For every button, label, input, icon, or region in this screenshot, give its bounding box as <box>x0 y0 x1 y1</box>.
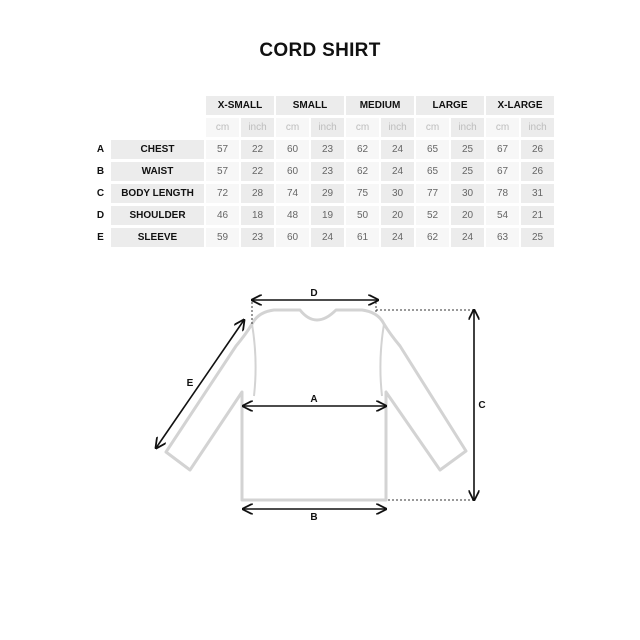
value-inch: 25 <box>451 162 484 181</box>
value-cm: 75 <box>346 184 379 203</box>
unit-inch: inch <box>311 118 344 137</box>
unit-inch: inch <box>521 118 554 137</box>
size-header-medium: MEDIUM <box>346 96 414 115</box>
row-letter: E <box>92 228 109 247</box>
value-cm: 60 <box>276 228 309 247</box>
label-d: D <box>310 288 318 299</box>
value-inch: 24 <box>451 228 484 247</box>
value-inch: 26 <box>521 140 554 159</box>
value-inch: 18 <box>241 206 274 225</box>
value-cm: 65 <box>416 140 449 159</box>
value-cm: 77 <box>416 184 449 203</box>
value-cm: 60 <box>276 162 309 181</box>
value-inch: 22 <box>241 162 274 181</box>
value-cm: 60 <box>276 140 309 159</box>
value-cm: 62 <box>346 140 379 159</box>
value-cm: 57 <box>206 162 239 181</box>
value-inch: 19 <box>311 206 344 225</box>
value-inch: 24 <box>381 140 414 159</box>
label-c: C <box>478 400 486 411</box>
value-inch: 24 <box>381 228 414 247</box>
value-cm: 61 <box>346 228 379 247</box>
size-header-small: SMALL <box>276 96 344 115</box>
value-cm: 67 <box>486 162 519 181</box>
value-cm: 74 <box>276 184 309 203</box>
unit-cm: cm <box>206 118 239 137</box>
row-letter: B <box>92 162 109 181</box>
value-cm: 78 <box>486 184 519 203</box>
value-inch: 23 <box>311 162 344 181</box>
value-inch: 30 <box>451 184 484 203</box>
value-cm: 67 <box>486 140 519 159</box>
unit-inch: inch <box>451 118 484 137</box>
label-a: A <box>310 394 318 405</box>
value-cm: 52 <box>416 206 449 225</box>
value-inch: 22 <box>241 140 274 159</box>
value-inch: 20 <box>451 206 484 225</box>
row-letter: C <box>92 184 109 203</box>
value-inch: 25 <box>521 228 554 247</box>
size-header-large: LARGE <box>416 96 484 115</box>
value-inch: 23 <box>241 228 274 247</box>
value-cm: 62 <box>346 162 379 181</box>
value-inch: 21 <box>521 206 554 225</box>
value-inch: 24 <box>381 162 414 181</box>
value-inch: 24 <box>311 228 344 247</box>
arrow-e <box>156 320 244 448</box>
value-cm: 65 <box>416 162 449 181</box>
row-label: BODY LENGTH <box>111 184 204 203</box>
row-label: SLEEVE <box>111 228 204 247</box>
label-b: B <box>310 512 318 523</box>
value-inch: 28 <box>241 184 274 203</box>
row-letter: D <box>92 206 109 225</box>
value-cm: 46 <box>206 206 239 225</box>
unit-cm: cm <box>346 118 379 137</box>
unit-cm: cm <box>276 118 309 137</box>
value-inch: 23 <box>311 140 344 159</box>
value-inch: 20 <box>381 206 414 225</box>
unit-inch: inch <box>381 118 414 137</box>
value-inch: 29 <box>311 184 344 203</box>
row-label: SHOULDER <box>111 206 204 225</box>
page-title: CORD SHIRT <box>259 40 381 61</box>
value-cm: 59 <box>206 228 239 247</box>
shirt-outline <box>166 310 466 500</box>
row-letter: A <box>92 140 109 159</box>
value-cm: 57 <box>206 140 239 159</box>
value-cm: 48 <box>276 206 309 225</box>
size-header-xsmall: X-SMALL <box>206 96 274 115</box>
value-inch: 26 <box>521 162 554 181</box>
value-cm: 72 <box>206 184 239 203</box>
value-cm: 54 <box>486 206 519 225</box>
label-e: E <box>186 378 194 389</box>
row-label: CHEST <box>111 140 204 159</box>
value-cm: 62 <box>416 228 449 247</box>
value-inch: 25 <box>451 140 484 159</box>
value-inch: 30 <box>381 184 414 203</box>
unit-cm: cm <box>486 118 519 137</box>
row-label: WAIST <box>111 162 204 181</box>
unit-inch: inch <box>241 118 274 137</box>
value-inch: 31 <box>521 184 554 203</box>
value-cm: 50 <box>346 206 379 225</box>
value-cm: 63 <box>486 228 519 247</box>
size-header-xlarge: X-LARGE <box>486 96 554 115</box>
unit-cm: cm <box>416 118 449 137</box>
